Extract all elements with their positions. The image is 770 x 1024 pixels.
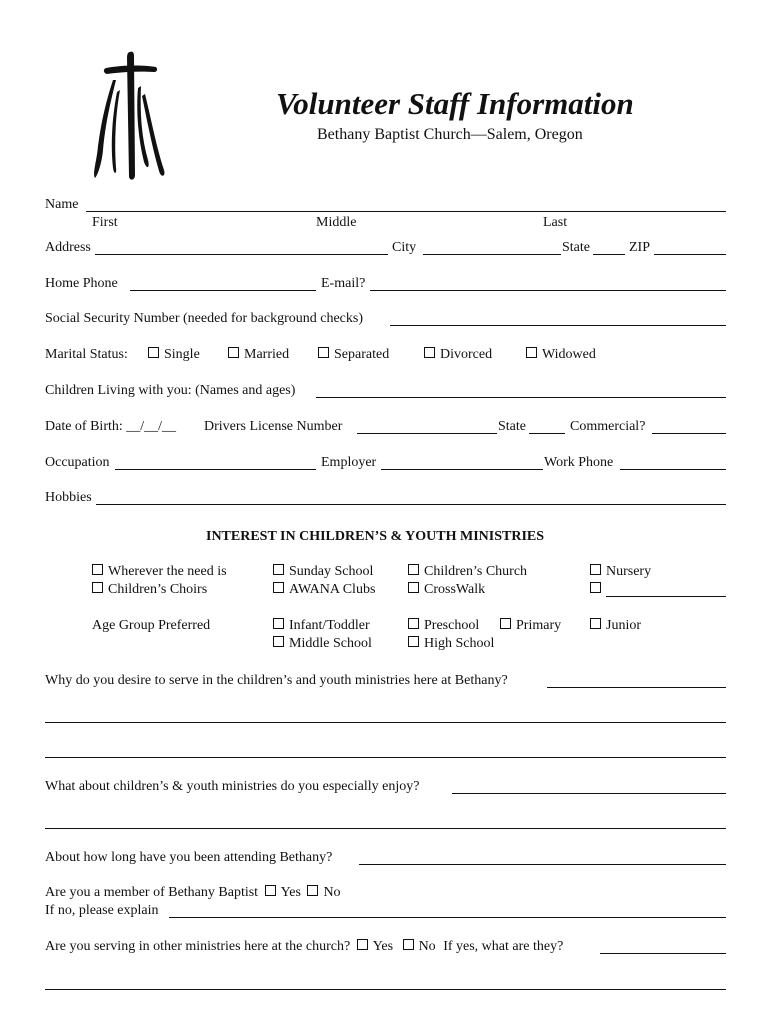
city-field[interactable] [423, 254, 561, 255]
hobbies-label: Hobbies [45, 490, 92, 505]
checkbox[interactable] [424, 347, 435, 358]
dob-label: Date of Birth: __/__/__ [45, 419, 177, 434]
interest-option-childrens-choirs[interactable]: Children’s Choirs [92, 582, 207, 598]
why-serve-label: Why do you desire to serve in the children’s and youth ministries here at Bethany? [45, 673, 508, 688]
explain-label: If no, please explain [45, 903, 159, 918]
employer-field[interactable] [381, 469, 543, 470]
marital-option-divorced[interactable]: Divorced [424, 347, 492, 363]
children-field[interactable] [316, 397, 726, 398]
form-subtitle: Bethany Baptist Church—Salem, Oregon [317, 126, 583, 143]
other-ministries-field[interactable] [600, 953, 726, 954]
other-ministries-question: Are you serving in other ministries here at the church? Yes No If yes, what are they? [45, 939, 564, 954]
employer-label: Employer [321, 455, 377, 470]
email-field[interactable] [370, 290, 726, 291]
marital-option-single[interactable]: Single [148, 347, 200, 363]
home-phone-field[interactable] [130, 290, 316, 291]
how-long-field[interactable] [359, 864, 726, 865]
children-label: Children Living with you: (Names and ages) [45, 383, 296, 398]
interest-option-other[interactable] [590, 582, 606, 598]
enjoy-label: What about children’s & youth ministries do you especially enjoy? [45, 779, 420, 794]
zip-label: ZIP [629, 240, 650, 255]
first-label: First [92, 215, 118, 230]
checkbox[interactable] [408, 582, 419, 593]
work-phone-label: Work Phone [544, 455, 614, 470]
checkbox[interactable] [590, 582, 601, 593]
interest-other-field[interactable] [606, 596, 726, 597]
checkbox[interactable] [408, 618, 419, 629]
name-field[interactable] [86, 211, 726, 212]
cross-logo [92, 50, 168, 184]
commercial-field[interactable] [652, 433, 726, 434]
marital-status-label: Marital Status: [45, 347, 128, 362]
how-long-label: About how long have you been attending Bethany? [45, 850, 333, 865]
state-field[interactable] [593, 254, 625, 255]
checkbox[interactable] [92, 564, 103, 575]
email-label: E-mail? [321, 276, 366, 291]
age-option-junior[interactable]: Junior [590, 618, 641, 634]
age-group-label: Age Group Preferred [92, 618, 211, 633]
occupation-label: Occupation [45, 455, 110, 470]
other-ministries-line-2[interactable] [45, 989, 726, 990]
checkbox[interactable] [273, 564, 284, 575]
interest-heading: INTEREST IN CHILDREN’S & YOUTH MINISTRIES [206, 529, 545, 544]
zip-field[interactable] [654, 254, 726, 255]
work-phone-field[interactable] [620, 469, 726, 470]
ministries-yes-checkbox[interactable] [357, 939, 368, 950]
checkbox[interactable] [273, 618, 284, 629]
ministries-no-checkbox[interactable] [403, 939, 414, 950]
member-question: Are you a member of Bethany Baptist Yes No [45, 885, 341, 900]
checkbox[interactable] [590, 564, 601, 575]
hobbies-field[interactable] [96, 504, 726, 505]
why-serve-field[interactable] [547, 687, 726, 688]
age-option-infant[interactable]: Infant/Toddler [273, 618, 370, 634]
age-option-high-school[interactable]: High School [408, 636, 494, 652]
ssn-field[interactable] [390, 325, 726, 326]
dl-state-field[interactable] [529, 433, 565, 434]
enjoy-line-2[interactable] [45, 828, 726, 829]
interest-option-wherever[interactable]: Wherever the need is [92, 564, 227, 580]
explain-field[interactable] [169, 917, 726, 918]
checkbox[interactable] [526, 347, 537, 358]
commercial-label: Commercial? [570, 419, 646, 434]
address-label: Address [45, 240, 91, 255]
home-phone-label: Home Phone [45, 276, 118, 291]
form-title: Volunteer Staff Information [276, 86, 634, 121]
checkbox[interactable] [318, 347, 329, 358]
member-yes-checkbox[interactable] [265, 885, 276, 896]
interest-option-sunday-school[interactable]: Sunday School [273, 564, 373, 580]
interest-option-crosswalk[interactable]: CrossWalk [408, 582, 485, 598]
last-label: Last [543, 215, 568, 230]
interest-option-awana[interactable]: AWANA Clubs [273, 582, 375, 598]
checkbox[interactable] [408, 636, 419, 647]
marital-option-married[interactable]: Married [228, 347, 289, 363]
why-serve-line-3[interactable] [45, 757, 726, 758]
drivers-license-label: Drivers License Number [204, 419, 343, 434]
checkbox[interactable] [228, 347, 239, 358]
checkbox[interactable] [148, 347, 159, 358]
dl-state-label: State [498, 419, 526, 434]
age-option-primary[interactable]: Primary [500, 618, 561, 634]
interest-option-childrens-church[interactable]: Children’s Church [408, 564, 527, 580]
city-label: City [392, 240, 417, 255]
drivers-license-field[interactable] [357, 433, 497, 434]
checkbox[interactable] [408, 564, 419, 575]
checkbox[interactable] [273, 582, 284, 593]
checkbox[interactable] [273, 636, 284, 647]
occupation-field[interactable] [115, 469, 316, 470]
checkbox[interactable] [500, 618, 511, 629]
enjoy-field[interactable] [452, 793, 726, 794]
age-option-preschool[interactable]: Preschool [408, 618, 479, 634]
interest-option-nursery[interactable]: Nursery [590, 564, 651, 580]
state-label: State [562, 240, 590, 255]
ssn-label: Social Security Number (needed for background checks) [45, 311, 363, 326]
why-serve-line-2[interactable] [45, 722, 726, 723]
middle-label: Middle [316, 215, 357, 230]
name-label: Name [45, 197, 79, 212]
address-field[interactable] [95, 254, 388, 255]
marital-option-widowed[interactable]: Widowed [526, 347, 596, 363]
checkbox[interactable] [590, 618, 601, 629]
marital-option-separated[interactable]: Separated [318, 347, 389, 363]
age-option-middle-school[interactable]: Middle School [273, 636, 372, 652]
checkbox[interactable] [92, 582, 103, 593]
member-no-checkbox[interactable] [307, 885, 318, 896]
